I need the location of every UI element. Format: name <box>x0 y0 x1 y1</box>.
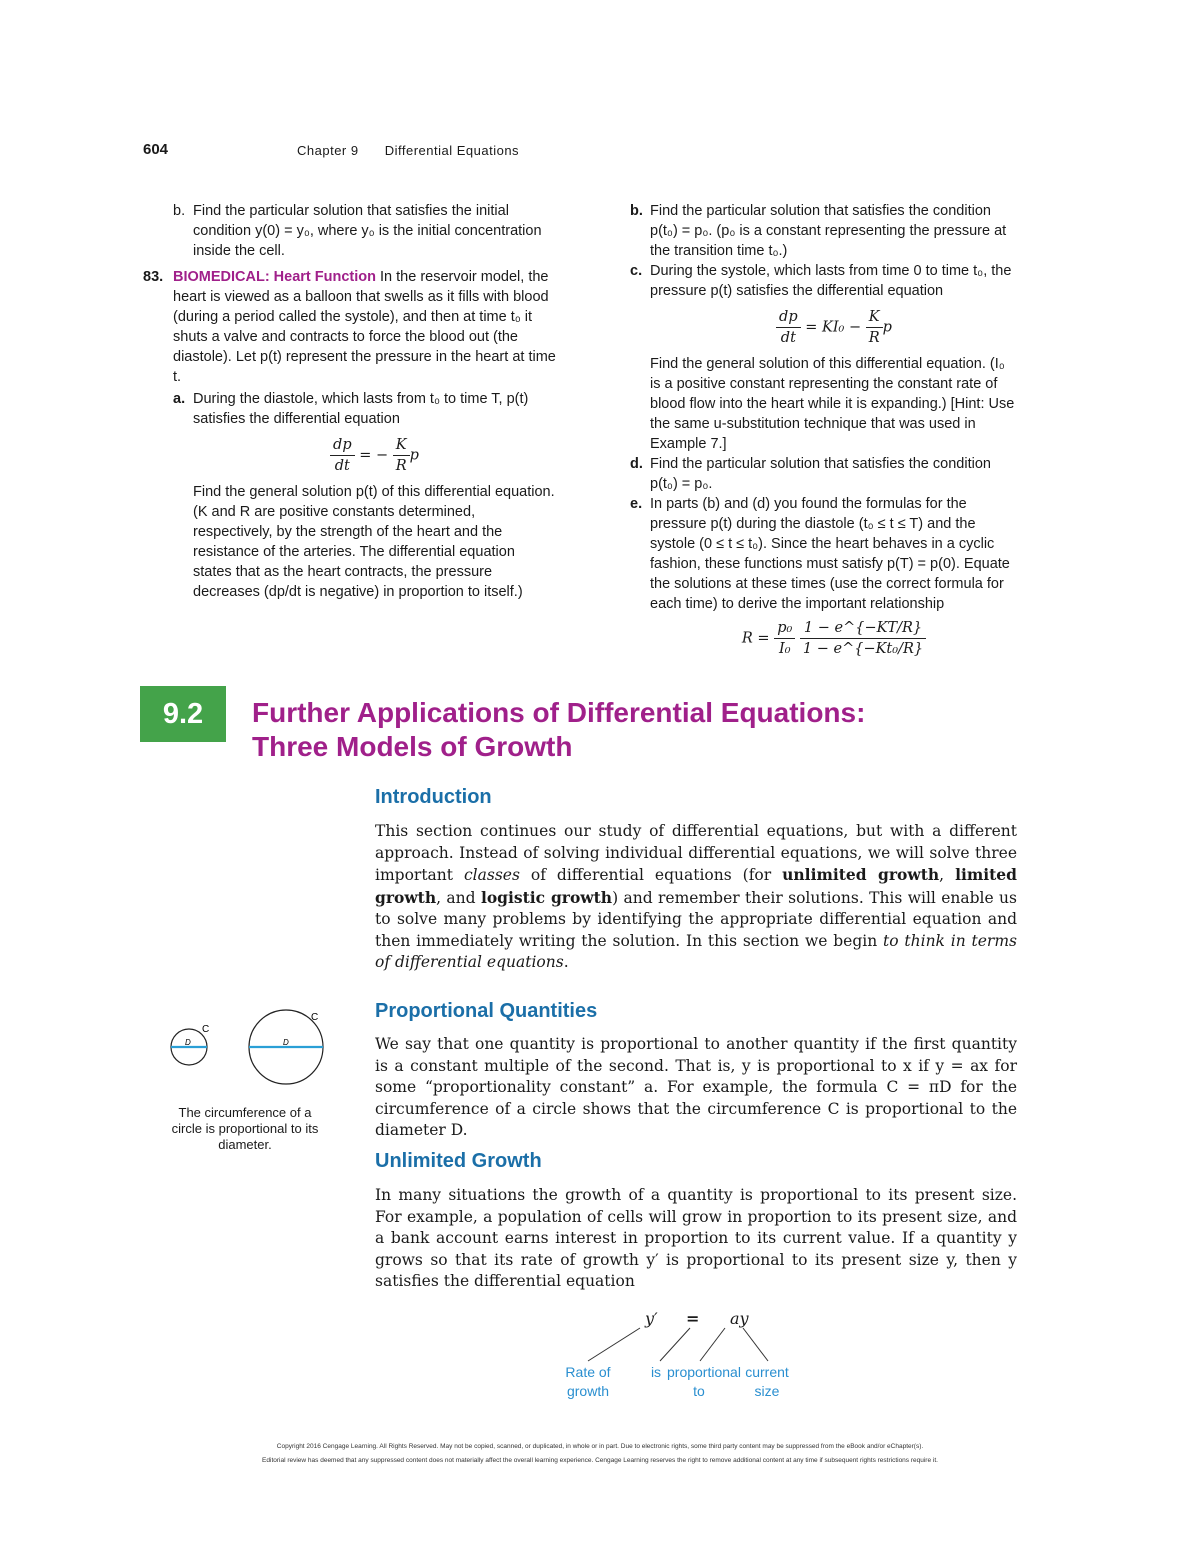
small-d-label: D <box>185 1038 191 1047</box>
exercise-83d <box>630 454 1018 494</box>
item-label: a. <box>173 391 186 407</box>
item-text: During the systole, which lasts from time 0 to time t₀, the pressure p(t) satisfies the differential equation <box>650 263 1012 299</box>
equation-diastole: $\frac{dp}{dt}$ = − $\frac{K}{R}$ p <box>193 435 556 476</box>
label-current-size: current size <box>745 1364 789 1399</box>
item-label: d. <box>630 456 643 472</box>
figure-caption: The circumference of a circle is proportional to its diameter. <box>171 1105 319 1152</box>
running-header <box>297 143 541 158</box>
exercise-text: In the reservoir model, the heart is viewed as a balloon that swells as it fills with blood (during a period called the systole), and then at time t₀ it shuts a valve and contracts to force the blood out (the diastole). Let p(t) represent the pressure in the heart at time t. <box>173 269 556 385</box>
intro-paragraph: This section continues our study of differential equations, but with a different approach. Instead of solving individual differential equations, we will solve three important classes of differential equations (for unlimited growth, limited growth, and logistic growth) and remember their solutions. This will enable us to solve many problems by identifying the appropriate differential equation and then immediately writing the solution. In this section we begin to think in terms of differential equations. <box>375 822 1018 971</box>
exercise-category: BIOMEDICAL: Heart Function <box>173 269 376 285</box>
section-title-line1: Further Applications of Differential Equations: <box>252 697 866 728</box>
item-label: b. <box>173 203 186 219</box>
exercise-83e <box>630 494 1018 659</box>
label-is: is <box>650 1364 662 1380</box>
exercise-number: 83. <box>143 269 164 285</box>
proportional-paragraph: We say that one quantity is proportional to another quantity if the first quantity is a constant multiple of the second. That is, y is proportional to x if y = ax for some “proportionality constant” a. For example, the formula C = πD for the circumference of a circle shows that the circumference C is proportional to the diameter D. <box>375 1035 1017 1139</box>
heading-proportional-quantities: Proportional Quantities <box>375 1000 598 1022</box>
eq-equals: = <box>686 1309 700 1328</box>
circle-figure <box>160 1005 340 1105</box>
item-text: Find the particular solution that satisfies the initial condition y(0) = y₀, where y₀ is the initial concentration inside the cell. <box>193 203 542 259</box>
exercise-83 <box>143 267 556 387</box>
section-title <box>252 696 865 764</box>
heading-unlimited-growth: Unlimited Growth <box>375 1150 542 1172</box>
right-column <box>630 201 1018 665</box>
copyright-line1: Copyright 2016 Cengage Learning. All Rights Reserved. May not be copied, scanned, or duplicated, in whole or in part. Due to electronic rights, some third party content may be suppressed from the eBook and/or eChapter(s). <box>276 1443 924 1450</box>
item-text: Find the particular solution that satisfies the condition p(t₀) = p₀. (p₀ is a constant representing the pressure at the transition time t₀.) <box>650 203 1007 259</box>
copyright-line2: Editorial review has deemed that any suppressed content does not materially affect the overall learning experience. Cengage Learning reserves the right to remove additional content at any time if subsequent rights restrictions require it. <box>262 1457 938 1464</box>
exercise-83a <box>173 389 556 602</box>
item-text: During the diastole, which lasts from t₀ to time T, p(t) satisfies the differential equation <box>193 391 529 427</box>
label-proportional-to: proportional to <box>667 1364 741 1399</box>
large-c-label: C <box>311 1012 319 1023</box>
page-number: 604 <box>143 141 169 158</box>
item-text-2: Find the general solution p(t) of this differential equation. (K and R are positive constants determined, respectively, by the strength of the heart and the resistance of the arteries. The differential equation states that as the heart contracts, the pressure decreases (dp/dt is negative) in proportion to itself.) <box>193 484 555 600</box>
left-column <box>143 201 556 602</box>
item-label: c. <box>630 263 643 279</box>
item-text: Find the particular solution that satisfies the condition p(t₀) = p₀. <box>650 456 991 492</box>
item-label: b. <box>630 203 643 219</box>
item-text-2: Find the general solution of this differential equation. (I₀ is a positive constant representing the constant rate of blood flow into the heart while it is expanding.) [Hint: Use the same u-substitution technique that was used in Example 7.] <box>650 356 1015 452</box>
exercise-82b <box>173 201 556 261</box>
eq-rhs: ay <box>730 1309 749 1328</box>
label-rate-of-growth: Rate of growth <box>565 1364 611 1399</box>
chapter-label: Chapter 9 <box>297 143 359 158</box>
small-c-label: C <box>202 1024 210 1035</box>
equation-systole: $\frac{dp}{dt}$ = KI₀ − $\frac{K}{R}$ p <box>650 307 1018 348</box>
exercise-83b <box>630 201 1018 261</box>
heading-introduction: Introduction <box>375 786 492 808</box>
eq-lhs: y′ <box>645 1309 658 1328</box>
item-label: e. <box>630 496 643 512</box>
large-d-label: D <box>283 1038 289 1047</box>
unlimited-paragraph: In many situations the growth of a quantity is proportional to its present size. For example, a population of cells will grow in proportion to its present size, and a bank account earns interest in proportion to its current value. If a quantity y grows so that its rate of growth y′ is proportional to its present size y, then y satisfies the differential equation <box>375 1186 1017 1290</box>
exercise-83c <box>630 261 1018 454</box>
item-text: In parts (b) and (d) you found the formulas for the pressure p(t) during the diastole (t₀ ≤ t ≤ T) and the systole (0 ≤ t ≤ t₀). Since the heart behaves in a cyclic fashion, these functions must satisfy p(T) = p(0). Equate the solutions at these times (use the correct formula for each time) to derive the important relationship <box>650 496 1010 612</box>
chapter-title: Differential Equations <box>384 143 520 158</box>
section-title-line2: Three Models of Growth <box>252 731 573 762</box>
annotation-lines <box>560 1325 820 1365</box>
equation-resistance: R = $\frac{\text{p₀}}{\text{I₀}}$ $\frac{1 - e\^{}\{-KT/R\}}{\text{1 − e\textasciicircum{}\{−Kt₀/R\}}}$ <box>650 618 1018 659</box>
section-number-badge: 9.2 <box>140 686 226 742</box>
